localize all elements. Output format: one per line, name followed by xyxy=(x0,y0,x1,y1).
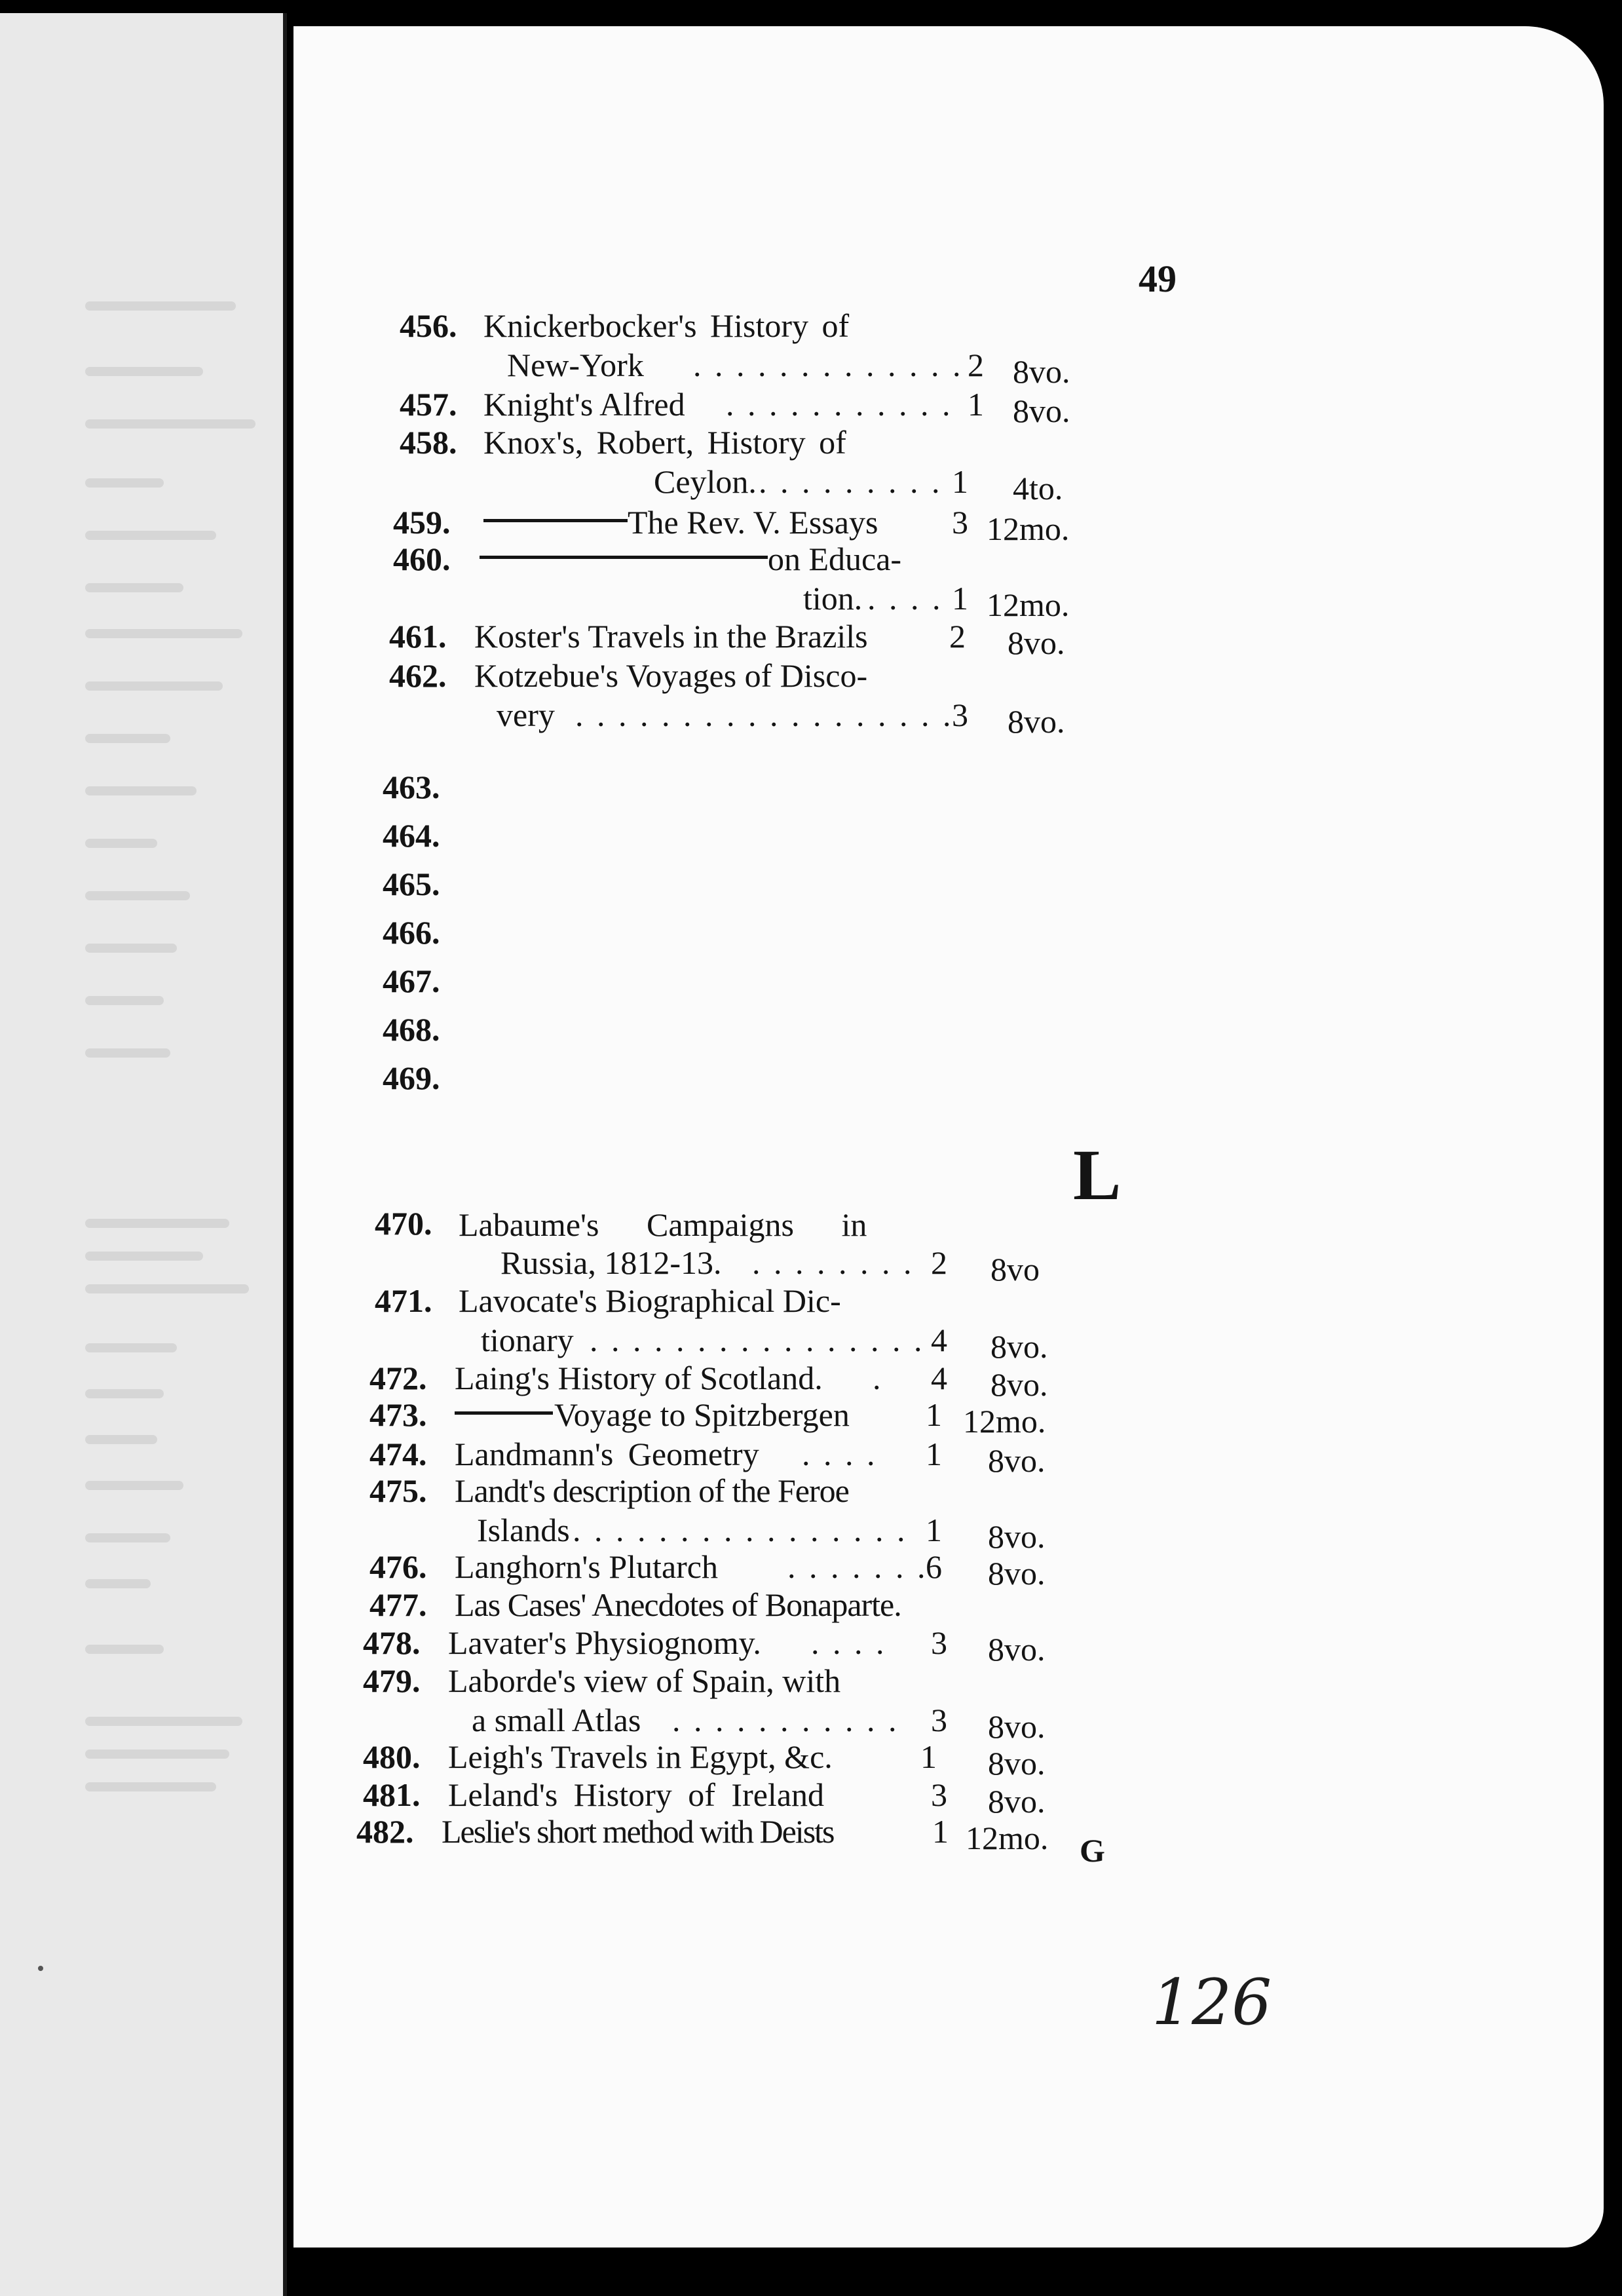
entry-title-continued: a small Atlas xyxy=(472,1702,641,1738)
entry-title: The Rev. V. Essays xyxy=(628,504,878,541)
entry-title: Knickerbocker's History of xyxy=(483,307,850,344)
entry-number: 462. xyxy=(389,657,447,694)
volume-count: 2 xyxy=(949,618,966,655)
entry-number: 456. xyxy=(400,307,457,344)
leader-dots: . . . . . . . . . . . . . . . . xyxy=(590,1322,925,1358)
volume-count: 3 xyxy=(952,697,968,733)
entry-title-continued: tionary xyxy=(481,1322,574,1358)
leader-dots: . . . . . . . . . . . xyxy=(672,1702,899,1738)
volume-count: 1 xyxy=(926,1512,942,1548)
entry-number: 458. xyxy=(400,424,457,461)
handwritten-note: 126 xyxy=(1152,1966,1272,2039)
book-format: 8vo. xyxy=(988,1708,1046,1745)
ditto-dash xyxy=(483,519,628,522)
entry-number: 474. xyxy=(369,1436,427,1472)
entry-title: Lavater's Physiognomy. xyxy=(448,1624,761,1661)
entry-number: 465. xyxy=(383,866,440,902)
entry-title: Koster's Travels in the Brazils xyxy=(474,618,868,655)
entry-number: 476. xyxy=(369,1548,427,1585)
volume-count: 1 xyxy=(968,386,984,423)
entry-title-continued: Islands xyxy=(477,1512,570,1548)
book-format: 8vo. xyxy=(990,1328,1048,1365)
volume-count: 2 xyxy=(968,347,984,383)
entry-title: Leslie's short method with Deists xyxy=(442,1813,834,1850)
entry-title: Lavocate's Biographical Dic- xyxy=(459,1282,841,1319)
leader-dots: . . . . xyxy=(867,580,943,617)
volume-count: 1 xyxy=(932,1813,949,1850)
entry-number: 460. xyxy=(393,541,451,577)
entry-title-continued: New-York xyxy=(507,347,644,383)
volume-count: 1 xyxy=(926,1436,942,1472)
entry-number: 459. xyxy=(393,504,451,541)
entry-number: 469. xyxy=(383,1060,440,1096)
ink-spot xyxy=(38,1966,43,1971)
entry-number: 461. xyxy=(389,618,447,655)
leader-dots: . . . . . . . . . . . . . . . . xyxy=(573,1512,908,1548)
entry-title: Leland's History of Ireland xyxy=(448,1776,825,1813)
volume-count: 1 xyxy=(952,580,968,617)
book-format: 12mo. xyxy=(963,1403,1046,1440)
book-format: 8vo. xyxy=(1013,392,1070,429)
volume-count: 3 xyxy=(931,1776,947,1813)
book-format: 8vo. xyxy=(1013,353,1070,390)
entry-number: 470. xyxy=(375,1205,432,1242)
volume-count: 6 xyxy=(926,1548,942,1585)
catalogue-page xyxy=(293,26,1604,2248)
book-format: 8vo. xyxy=(990,1366,1048,1403)
leader-dots: . . . . . . . xyxy=(787,1548,928,1585)
entry-title: Laing's History of Scotland. xyxy=(455,1360,823,1396)
entry-number: 473. xyxy=(369,1396,427,1433)
entry-title: Knight's Alfred xyxy=(483,386,685,423)
book-format: 8vo. xyxy=(988,1631,1046,1668)
book-format: 12mo. xyxy=(966,1820,1049,1856)
entry-title: Voyage to Spitzbergen xyxy=(554,1396,850,1433)
entry-title: Kotzebue's Voyages of Disco- xyxy=(474,657,868,694)
volume-count: 1 xyxy=(926,1396,942,1433)
entry-number: 475. xyxy=(369,1472,427,1509)
entry-number: 471. xyxy=(375,1282,432,1319)
book-format: 12mo. xyxy=(987,586,1070,623)
volume-count: 3 xyxy=(931,1702,947,1738)
page-number: 49 xyxy=(1139,258,1177,300)
leader-dots: . . . . xyxy=(811,1624,887,1661)
entry-number: 478. xyxy=(363,1624,421,1661)
volume-count: 3 xyxy=(931,1624,947,1661)
entry-number: 467. xyxy=(383,963,440,999)
entry-title: Leigh's Travels in Egypt, &c. xyxy=(448,1738,833,1775)
ditto-dash xyxy=(455,1411,553,1415)
entry-title: Landmann's Geometry xyxy=(455,1436,759,1472)
book-format: 8vo. xyxy=(988,1518,1046,1555)
entry-number: 457. xyxy=(400,386,457,423)
book-format: 8vo. xyxy=(1008,703,1065,740)
entry-number: 468. xyxy=(383,1011,440,1048)
left-page-edge xyxy=(0,13,287,2296)
ditto-dash xyxy=(480,556,768,559)
entry-number: 464. xyxy=(383,817,440,854)
entry-number: 477. xyxy=(369,1586,427,1623)
entry-number: 479. xyxy=(363,1662,421,1699)
section-heading: L xyxy=(1073,1135,1122,1215)
entry-number: 466. xyxy=(383,914,440,951)
entry-number: 482. xyxy=(356,1813,414,1850)
leader-dots: . . . . . . . . . . . xyxy=(726,386,953,423)
entry-title: Landt's description of the Feroe xyxy=(455,1472,849,1509)
entry-title: Las Cases' Anecdotes of Bonaparte. xyxy=(455,1586,901,1623)
volume-count: 3 xyxy=(952,504,968,541)
book-format: 4to. xyxy=(1013,470,1063,507)
book-format: 12mo. xyxy=(987,510,1070,547)
entry-number: 463. xyxy=(383,769,440,805)
book-format: 8vo. xyxy=(988,1442,1046,1479)
volume-count: 4 xyxy=(931,1322,947,1358)
leader-dots: . . . . . . . . xyxy=(752,1244,915,1281)
volume-count: 1 xyxy=(920,1738,937,1775)
entry-title: on Educa- xyxy=(768,541,902,577)
book-format: 8vo. xyxy=(988,1555,1046,1592)
book-format: 8vo. xyxy=(988,1783,1046,1820)
book-format: 8vo. xyxy=(988,1745,1046,1782)
entry-title-continued: very xyxy=(497,697,555,733)
entry-number: 481. xyxy=(363,1776,421,1813)
volume-count: 4 xyxy=(931,1360,947,1396)
leader-dots: . . . . . . . . . . . . . xyxy=(693,347,964,383)
book-format: 8vo xyxy=(990,1251,1040,1288)
entry-title: Labaume's Campaigns in xyxy=(459,1206,867,1243)
volume-count: 2 xyxy=(931,1244,947,1281)
entry-number: 472. xyxy=(369,1360,427,1396)
leader-dots: . xyxy=(873,1360,884,1396)
entry-title: Langhorn's Plutarch xyxy=(455,1548,718,1585)
volume-count: 1 xyxy=(952,463,968,500)
entry-title-continued: Russia, 1812-13. xyxy=(500,1244,722,1281)
entry-title: Knox's, Robert, History of xyxy=(483,424,846,461)
entry-title-continued: tion. xyxy=(803,580,863,617)
signature-mark: G xyxy=(1080,1832,1105,1869)
entry-title: Laborde's view of Spain, with xyxy=(448,1662,841,1699)
leader-dots: . . . . . . . . . xyxy=(759,463,943,500)
book-format: 8vo. xyxy=(1008,624,1065,661)
entry-title-continued: Ceylon. xyxy=(654,463,757,500)
entry-number: 480. xyxy=(363,1738,421,1775)
leader-dots: . . . . xyxy=(802,1436,878,1472)
leader-dots: . . . . . . . . . . . . . . . . . . xyxy=(575,697,954,733)
